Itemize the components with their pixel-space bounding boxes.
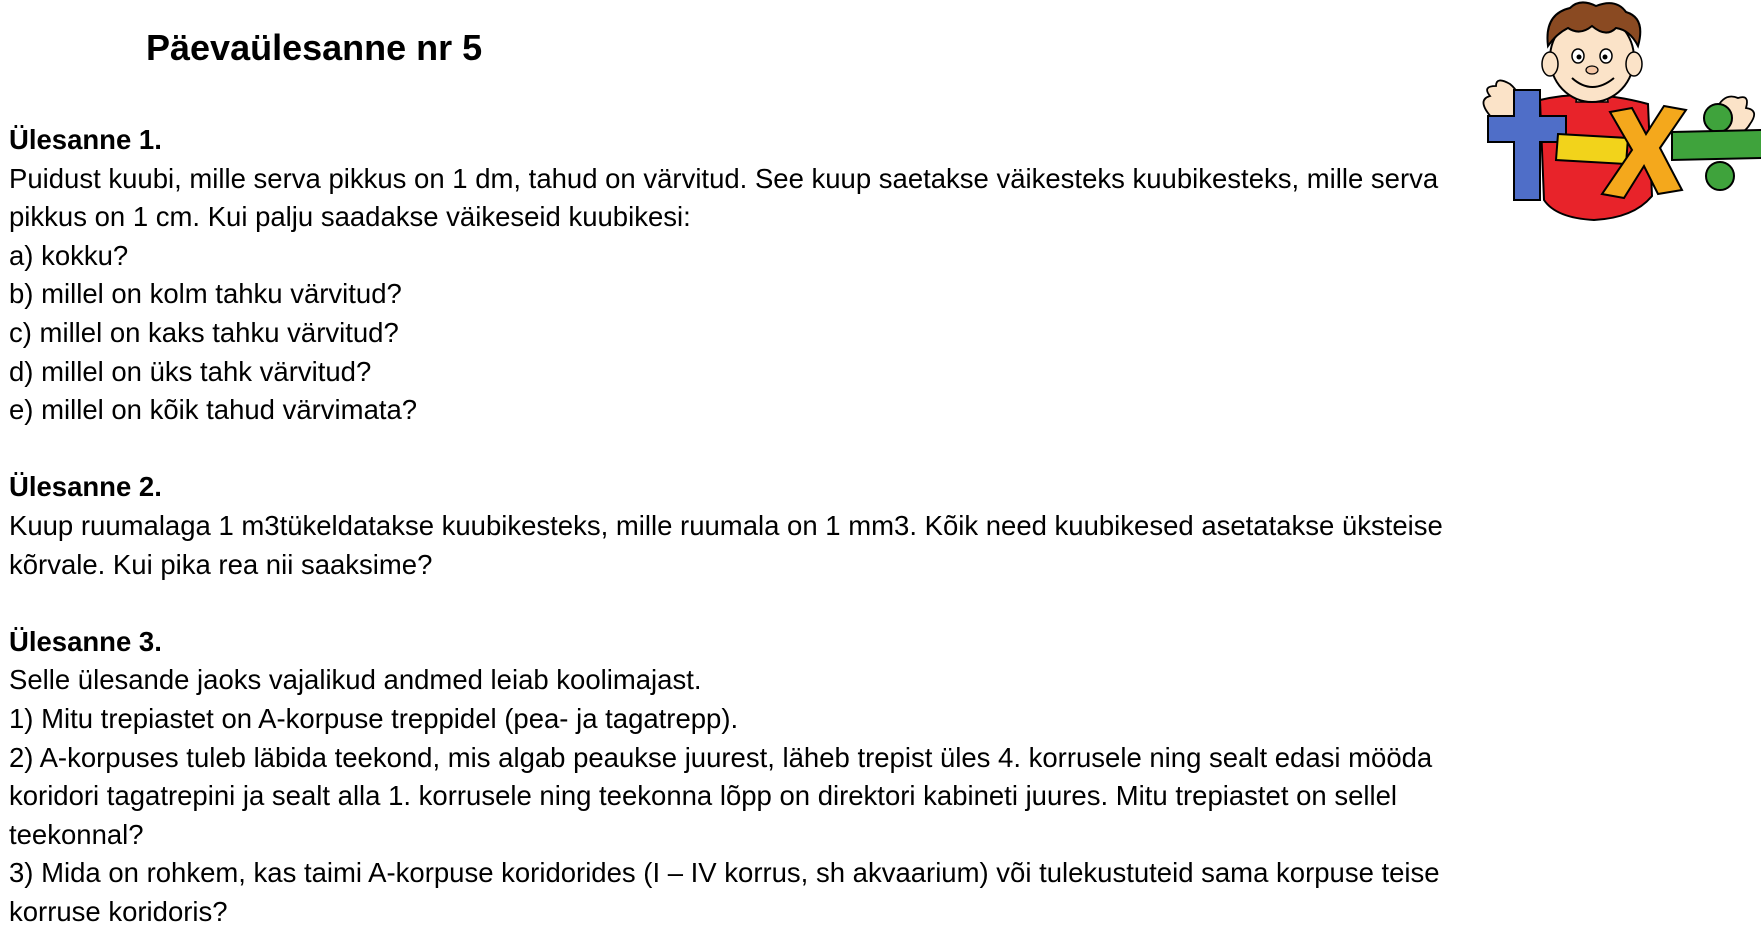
task-text-line: koridori tagatrepini ja sealt alla 1. korrusele ning teekonna lõpp on direktori kabineti juures. Mitu trepiastet on sellel	[9, 780, 1397, 812]
task-option-e: e) millel on kõik tahud värvimata?	[9, 394, 418, 426]
task-option-c: c) millel on kaks tahku värvitud?	[9, 316, 399, 348]
task-1	[9, 121, 1549, 430]
task-3	[9, 623, 1549, 931]
task-option-d: d) millel on üks tahk värvitud?	[9, 355, 372, 387]
blank-line	[9, 584, 1549, 623]
task-question-1: 1) Mitu trepiastet on A-korpuse treppidel (pea- ja tagatrepp).	[9, 702, 739, 734]
task-heading: Ülesanne 3.	[9, 625, 162, 657]
task-option-a: a) kokku?	[9, 239, 129, 271]
task-text-line: Puidust kuubi, mille serva pikkus on 1 dm, tahud on värvitud. See kuup saetakse väikesteks kuubikesteks, mille serva	[9, 162, 1439, 194]
task-list	[9, 121, 1549, 931]
blank-line	[9, 430, 1549, 469]
task-question-3: 3) Mida on rohkem, kas taimi A-korpuse koridorides (I – IV korrus, sh akvaarium) või tulekustuteid sama korpuse teise	[9, 857, 1440, 889]
task-text-line: korruse koridoris?	[9, 895, 228, 927]
task-text-line: kõrvale. Kui pika rea nii saaksime?	[9, 548, 433, 580]
task-heading: Ülesanne 1.	[9, 124, 162, 155]
task-text-line: Selle ülesande jaoks vajalikud andmed leiab koolimajast.	[9, 664, 702, 696]
task-text-line: Kuup ruumalaga 1 m3tükeldatakse kuubikesteks, mille ruumala on 1 mm3. Kõik need kuubikesed asetatakse üksteise	[9, 509, 1443, 541]
task-text-line: teekonnal?	[9, 818, 144, 850]
task-2	[9, 468, 1549, 584]
task-heading: Ülesanne 2.	[9, 471, 162, 503]
task-option-b: b) millel on kolm tahku värvitud?	[9, 278, 402, 310]
page-title: Päevaülesanne nr 5	[146, 27, 483, 68]
task-question-2: 2) A-korpuses tuleb läbida teekond, mis algab peaukse juurest, läheb trepist üles 4. korrusele ning sealt edasi mööda	[9, 741, 1433, 773]
task-text-line: pikkus on 1 cm. Kui palju saadakse väikeseid kuubikesi:	[9, 201, 691, 233]
